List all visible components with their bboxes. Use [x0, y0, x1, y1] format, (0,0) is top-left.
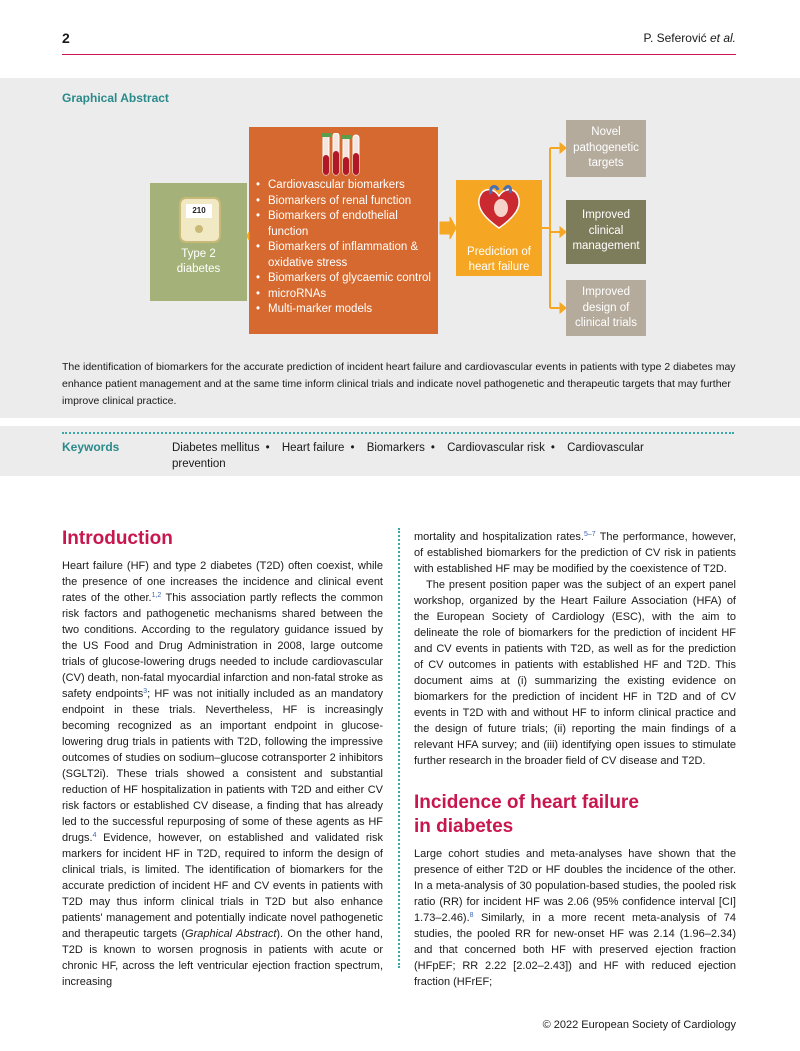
prediction-label: [456, 245, 542, 275]
text-run: The performance, however, of established biomarkers for the prediction of CV risk in patients with established HF may be modified by the coexistence of T2D.: [414, 531, 737, 575]
header-rule: [62, 54, 736, 55]
biomarker-item: • Multi-marker models: [255, 302, 438, 318]
text-run: mortality and hospitalization rates.: [414, 531, 584, 543]
prediction-label-line-2: heart failure: [468, 261, 530, 273]
citation[interactable]: 8: [469, 912, 474, 919]
keyword: Cardiovascular prevention: [172, 442, 644, 470]
biomarker-list: [255, 178, 438, 318]
biomarker-item: • Biomarkers of inflammation & oxidative stress: [255, 240, 438, 271]
keyword: Biomarkers: [366, 442, 425, 454]
introduction-paragraph: [62, 558, 383, 990]
text-run: ). On the other hand, T2D is known to worsen prognosis in patients with acute or chronic HF, across the left ventricular ejection fraction spectrum, increasing: [62, 928, 383, 988]
biomarker-item: • Biomarkers of endothelial function: [255, 209, 438, 240]
running-head-author: P. Seferović: [643, 31, 707, 45]
keyword-separator: •: [350, 442, 355, 454]
meter-reading: 210: [186, 204, 212, 218]
blood-tubes-icon: [317, 133, 369, 177]
citation[interactable]: 4: [92, 832, 97, 839]
keywords-label: Keywords: [62, 440, 120, 454]
text-run: Large cohort studies and meta-analyses have shown that the presence of either T2D or HF doubles the incidence of the other. In a meta-analysis of 30 population-based studies, the pooled risk ratio (RR) for incident HF was 2.06 (95% confidence interval [CI] 1.73–2.46).: [414, 848, 736, 924]
t2d-label: [150, 247, 247, 277]
keywords-dotted-rule: [62, 432, 734, 434]
heart-icon: [474, 184, 524, 230]
keyword-separator: •: [550, 442, 555, 454]
biomarker-item: • Cardiovascular biomarkers: [255, 178, 438, 194]
outcome-line: clinical: [588, 224, 624, 237]
text-run: Similarly, in a more recent meta-analysis of 74 studies, the pooled RR for new-onset HF was 2.14 (1.96–2.34) and that concerned both HF with preserved ejection fraction (HFpEF; RR 2.22 [2.02–2.43]) and HF with reduced ejection fraction (HFrEF;: [414, 912, 736, 988]
outcome-line: management: [572, 240, 640, 252]
keyword: Heart failure: [281, 442, 345, 454]
column-divider: [398, 528, 400, 968]
introduction-heading: Introduction: [62, 528, 173, 549]
text-run: ; HF was not initially included as an mandatory endpoint in these trials. Nevertheless, HF is increasingly becoming recognized as an important endpoint in glucose-lowering drug trials in patients with T2D, following the impressive outcomes of studies on sodium–glucose cotransporter 2 inhibitors (SGLT2i). These trials showed a consistent and substantial reduction of HF hospitalization in patients with T2D and either CV risk factors or established CV disease, a finding that has already led to the successful repurposing of some of these agents as HF drugs.: [62, 688, 383, 844]
t2d-box: [150, 183, 247, 301]
t2d-label-line-1: Type 2: [181, 248, 216, 260]
running-head: [643, 31, 736, 45]
keyword: Diabetes mellitus: [172, 442, 260, 454]
graphical-abstract-reference: Graphical Abstract: [185, 928, 277, 940]
outcome-line: pathogenetic: [573, 141, 639, 154]
outcome-management-box: [566, 200, 646, 264]
t2d-label-line-2: diabetes: [176, 263, 221, 275]
incidence-heading-line-2: in diabetes: [414, 816, 514, 837]
meter-button-icon: [195, 225, 203, 233]
citation[interactable]: 5–7: [583, 531, 596, 538]
keyword-separator: •: [265, 442, 270, 454]
keyword: Cardiovascular risk: [447, 442, 545, 454]
glucose-meter-icon: [179, 197, 221, 243]
text-run: Heart failure (HF) and type 2 diabetes (T2D) often coexist, while the presence of one increases the incidence and clinical event rates of the other.: [62, 560, 383, 604]
outcome-trials-label: [566, 285, 646, 332]
page-number: 2: [62, 30, 70, 46]
outcome-line: Improved: [582, 286, 630, 298]
keyword-separator: •: [430, 442, 435, 454]
biomarker-item: • microRNAs: [255, 287, 438, 303]
running-head-etal: et al.: [709, 31, 736, 45]
prediction-box: [456, 180, 542, 276]
citation[interactable]: 3: [143, 688, 148, 695]
text-run: Evidence, however, on established and validated risk markers for incident HF in T2D, required to inform the design of clinical trials, is limited. The identification of biomarkers for the accurate prediction of incident HF and CV events in patients with T2D may thus inform clinical trials in T2D but also enhance patients' management and potentially indicate novel pathogenetic and therapeutic targets (: [62, 832, 383, 940]
biomarkers-box: [249, 127, 438, 334]
outcome-line: targets: [588, 157, 624, 169]
outcome-line: design of: [582, 301, 630, 314]
graphical-abstract-title: Graphical Abstract: [62, 91, 169, 105]
outcome-line: clinical trials: [575, 317, 637, 329]
outcome-novel-targets-box: [566, 120, 646, 177]
footer-copyright: © 2022 European Society of Cardiology: [542, 1019, 736, 1031]
graphical-abstract-caption: The identification of biomarkers for the accurate prediction of incident heart failure and cardiovascular events in patients with type 2 diabetes may enhance patient management and at the same time inform clinical trials and indicate novel pathogenetic and therapeutic targets that may further improve clinical practice.: [62, 361, 736, 407]
outcome-novel-targets-label: [566, 125, 646, 172]
biomarker-item: • Biomarkers of glycaemic control: [255, 271, 438, 287]
prediction-label-line-1: Prediction of: [467, 246, 531, 258]
citation[interactable]: 1,2: [151, 592, 162, 599]
incidence-heading-line-1: Incidence of heart failure: [414, 792, 639, 813]
outcome-management-label: [566, 208, 646, 255]
incidence-heading: [414, 791, 639, 839]
outcome-trials-box: [566, 280, 646, 336]
incidence-paragraph: [414, 846, 736, 990]
outcome-line: Novel: [591, 126, 621, 138]
introduction-right-paragraph-1: [414, 529, 736, 577]
introduction-right-paragraph-2: The present position paper was the subject of an expert panel workshop, organized by the Heart Failure Association (HFA) of the European Society of Cardiology (ESC), with the aim to delineate the role of biomarkers for the prediction of incident HF and CV events in patients with T2D, as well as for the prediction of CV outcomes in patients with established HF and T2D. This document aims at (i) summarizing the existing evidence on biomarkers for the prediction of incident HF in T2D and of CV events in T2D with and without HF to inform clinical practice and the design of future trials; (ii) reporting the main findings of a relevant HFA survey; and (iii) identifying open issues to stimulate further research in the broader field of CV disease and T2D.: [414, 579, 736, 767]
keywords-list: [172, 440, 672, 472]
biomarker-item: • Biomarkers of renal function: [255, 194, 438, 210]
outcome-line: Improved: [582, 209, 630, 221]
text-run: This association partly reflects the common risk factors and pathogenetic mechanisms shared between the two conditions. According to the regulatory guidance issued by the US Food and Drug Administration in 2008, large outcome trials of glucose-lowering drugs needed to include cardiovascular (CV) death, non-fatal myocardial infarction and non-fatal stroke as safety endpoints: [62, 592, 383, 700]
